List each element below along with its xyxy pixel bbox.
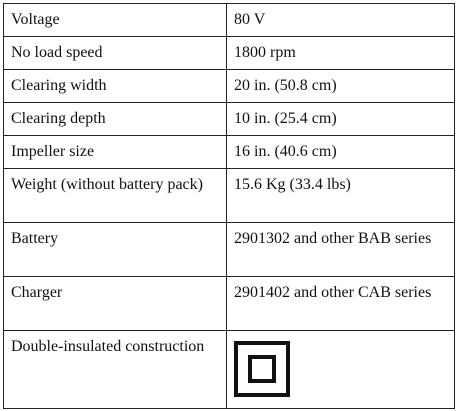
spec-value: 1800 rpm [227, 37, 455, 70]
table-row-charger [4, 277, 455, 331]
spec-label: Voltage [4, 4, 227, 37]
table-row-battery [4, 223, 455, 277]
table-row-impeller-size [4, 136, 455, 169]
spec-value: 20 in. (50.8 cm) [227, 70, 455, 103]
spec-value: 15.6 Kg (33.4 lbs) [227, 169, 455, 223]
spec-label: Impeller size [4, 136, 227, 169]
spec-value: 2901302 and other BAB series [227, 223, 455, 277]
spec-label: Clearing width [4, 70, 227, 103]
table-row-clearing-width [4, 70, 455, 103]
spec-value: 80 V [227, 4, 455, 37]
table-row-double-insulated [4, 331, 455, 409]
spec-label: Weight (without battery pack) [4, 169, 227, 223]
spec-value-symbol [227, 331, 455, 409]
double-insulated-square-icon [234, 341, 290, 397]
table-row-weight [4, 169, 455, 223]
spec-label: Charger [4, 277, 227, 331]
spec-label: Double-insulated construction [4, 331, 227, 409]
spec-label: Clearing depth [4, 103, 227, 136]
spec-value: 2901402 and other CAB series [227, 277, 455, 331]
spec-label: No load speed [4, 37, 227, 70]
table-row-voltage [4, 4, 455, 37]
spec-value: 16 in. (40.6 cm) [227, 136, 455, 169]
table-row-clearing-depth [4, 103, 455, 136]
specifications-table [3, 3, 455, 409]
table-row-no-load-speed [4, 37, 455, 70]
spec-label: Battery [4, 223, 227, 277]
spec-value: 10 in. (25.4 cm) [227, 103, 455, 136]
